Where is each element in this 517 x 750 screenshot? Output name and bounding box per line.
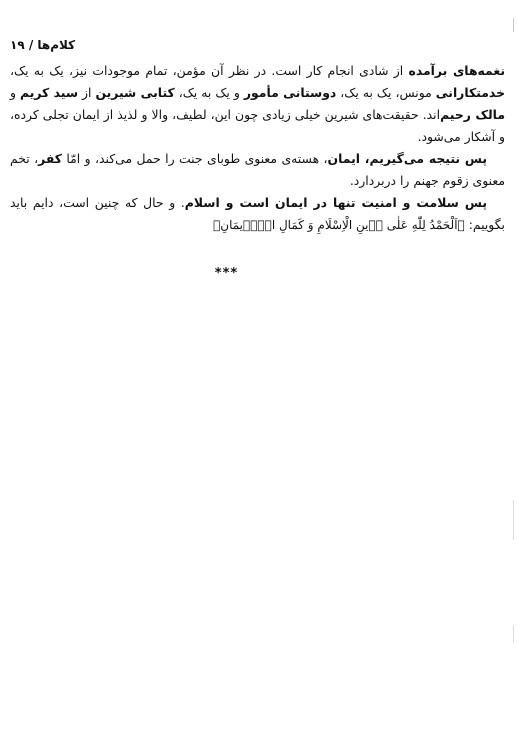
page-edge-mark — [513, 625, 514, 643]
bold-phrase: کفر — [38, 151, 62, 166]
text-run: از — [78, 85, 96, 100]
bold-phrase: خدمتکارانی — [435, 85, 505, 100]
bold-phrase: کتابی شیرین — [95, 85, 175, 100]
bold-phrase: پس نتیجه می‌گیریم، ایمان — [327, 151, 487, 166]
text-run: مونس، یک به یک، — [336, 85, 436, 100]
text-run: ، تخم معنوی زقوم جهنم را دربردارد. — [10, 151, 505, 188]
running-head: کلام‌ها / ۱۹ — [10, 38, 76, 52]
bold-phrase: سید کریم — [19, 85, 79, 100]
text-run: از شادی انجام کار است. در نظر آن مؤمن، تمام موجودات نیز، یک به یک، — [10, 63, 409, 78]
text-run: . و حال که چنین است، دایم باید بگوییم: — [10, 195, 505, 232]
text-run: و یک به یک، — [174, 85, 244, 100]
arabic-quote: ﴿اَلْحَمْدُ لِلّٰهِ عَلٰى دٖينِ الْاِسْلَامِ وَ كَمَالِ الْاٖيمَانِ﴾ — [213, 218, 465, 232]
bold-phrase: دوستانی مأمور — [243, 85, 337, 100]
page-edge-mark — [513, 500, 514, 540]
paragraph-1 — [10, 60, 505, 148]
bold-phrase: مالک رحیم — [440, 107, 505, 122]
text-run: ‌اند. حقیقت‌های شیرین خیلی زیادی چون این، لطیف، والا و لذیذ از ایمان تجلی کرده، و آشکار می‌شود. — [10, 107, 505, 144]
bold-phrase: نغمه‌های برآمده — [408, 63, 506, 78]
page-edge-mark — [513, 18, 514, 32]
text-run: ، هسته‌ی معنوی طوبای جنت را حمل می‌کند، و امّا — [61, 151, 328, 166]
paragraph-3 — [10, 192, 505, 236]
text-run: و — [10, 85, 20, 100]
section-separator: *** — [214, 266, 239, 281]
body-text — [10, 60, 505, 236]
paragraph-2 — [10, 148, 505, 192]
bold-phrase: پس سلامت و امنیت تنها در ایمان است و اسلام — [184, 195, 487, 210]
